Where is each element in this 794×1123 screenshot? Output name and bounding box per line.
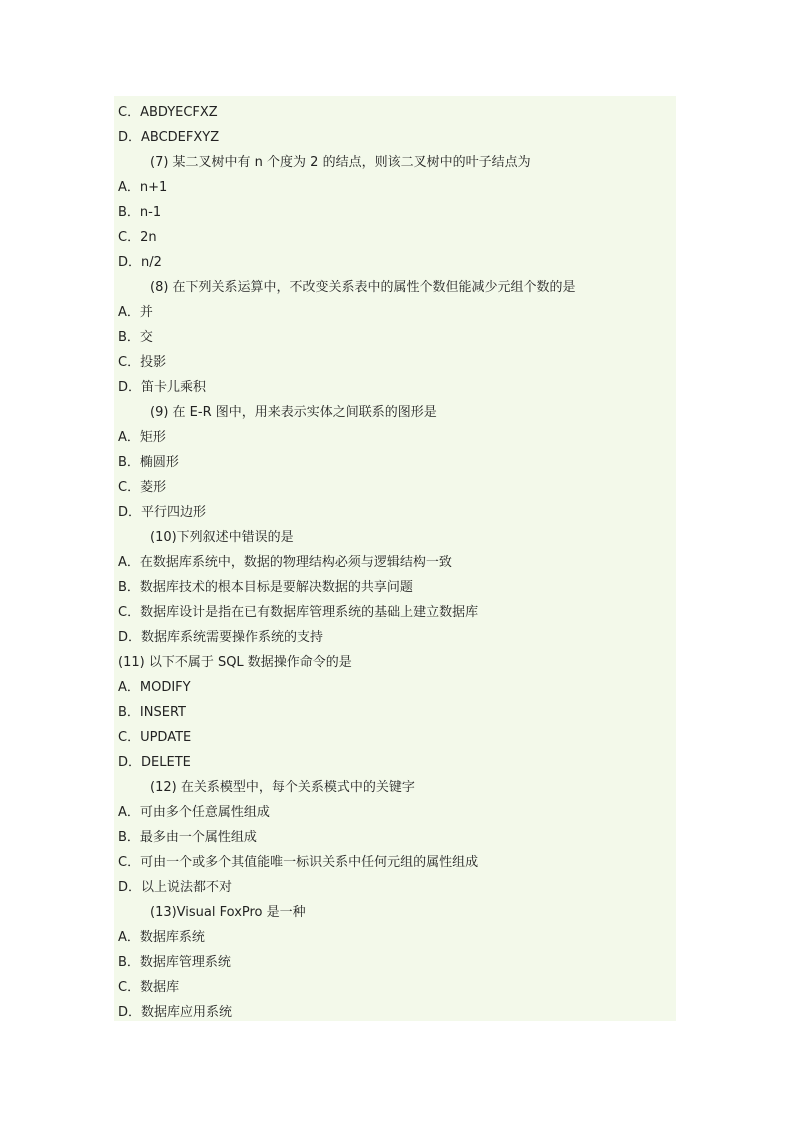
question-text: (7) 某二叉树中有 n 个度为 2 的结点，则该二叉树中的叶子结点为 [150,155,531,170]
answer-option: B．数据库管理系统 [118,955,231,970]
answer-option: B．数据库技术的根本目标是要解决数据的共享问题 [118,580,413,595]
answer-option: B．最多由一个属性组成 [118,830,257,845]
answer-option: C．2n [118,230,157,245]
answer-option: D．n/2 [118,255,162,270]
answer-option: C．数据库 [118,980,180,995]
question-text: (9) 在 E-R 图中，用来表示实体之间联系的图形是 [150,405,437,420]
answer-option: A．n+1 [118,180,168,195]
answer-option: B．INSERT [118,705,186,720]
answer-option: D．数据库系统需要操作系统的支持 [118,630,324,645]
answer-option: C．可由一个或多个其值能唯一标识关系中任何元组的属性组成 [118,855,479,870]
answer-option: A．在数据库系统中，数据的物理结构必须与逻辑结构一致 [118,555,452,570]
question-sheet [114,96,676,1021]
answer-option: C．ABDYECFXZ [118,105,218,120]
answer-option: D．平行四边形 [118,505,207,520]
answer-option: B．椭圆形 [118,455,179,470]
answer-option: C．数据库设计是指在已有数据库管理系统的基础上建立数据库 [118,605,479,620]
answer-option: D．笛卡儿乘积 [118,380,207,395]
answer-option: A．矩形 [118,430,166,445]
answer-option: D．数据库应用系统 [118,1005,233,1020]
question-text: (11) 以下不属于 SQL 数据操作命令的是 [118,655,352,670]
answer-option: A．并 [118,305,153,320]
answer-option: C．菱形 [118,480,167,495]
answer-option: C．投影 [118,355,167,370]
answer-option: D．ABCDEFXYZ [118,130,220,145]
answer-option: C．UPDATE [118,730,192,745]
answer-option: A．可由多个任意属性组成 [118,805,270,820]
answer-option: A．MODIFY [118,680,191,695]
question-text: (8) 在下列关系运算中，不改变关系表中的属性个数但能减少元组个数的是 [150,280,576,295]
answer-option: D．DELETE [118,755,191,770]
answer-option: A．数据库系统 [118,930,205,945]
question-text: (12) 在关系模型中，每个关系模式中的关键字 [150,780,415,795]
question-text: (10)下列叙述中错误的是 [150,530,294,545]
question-text: (13)Visual FoxPro 是一种 [150,905,306,920]
answer-option: D．以上说法都不对 [118,880,233,895]
answer-option: B．交 [118,330,153,345]
answer-option: B．n-1 [118,205,162,220]
